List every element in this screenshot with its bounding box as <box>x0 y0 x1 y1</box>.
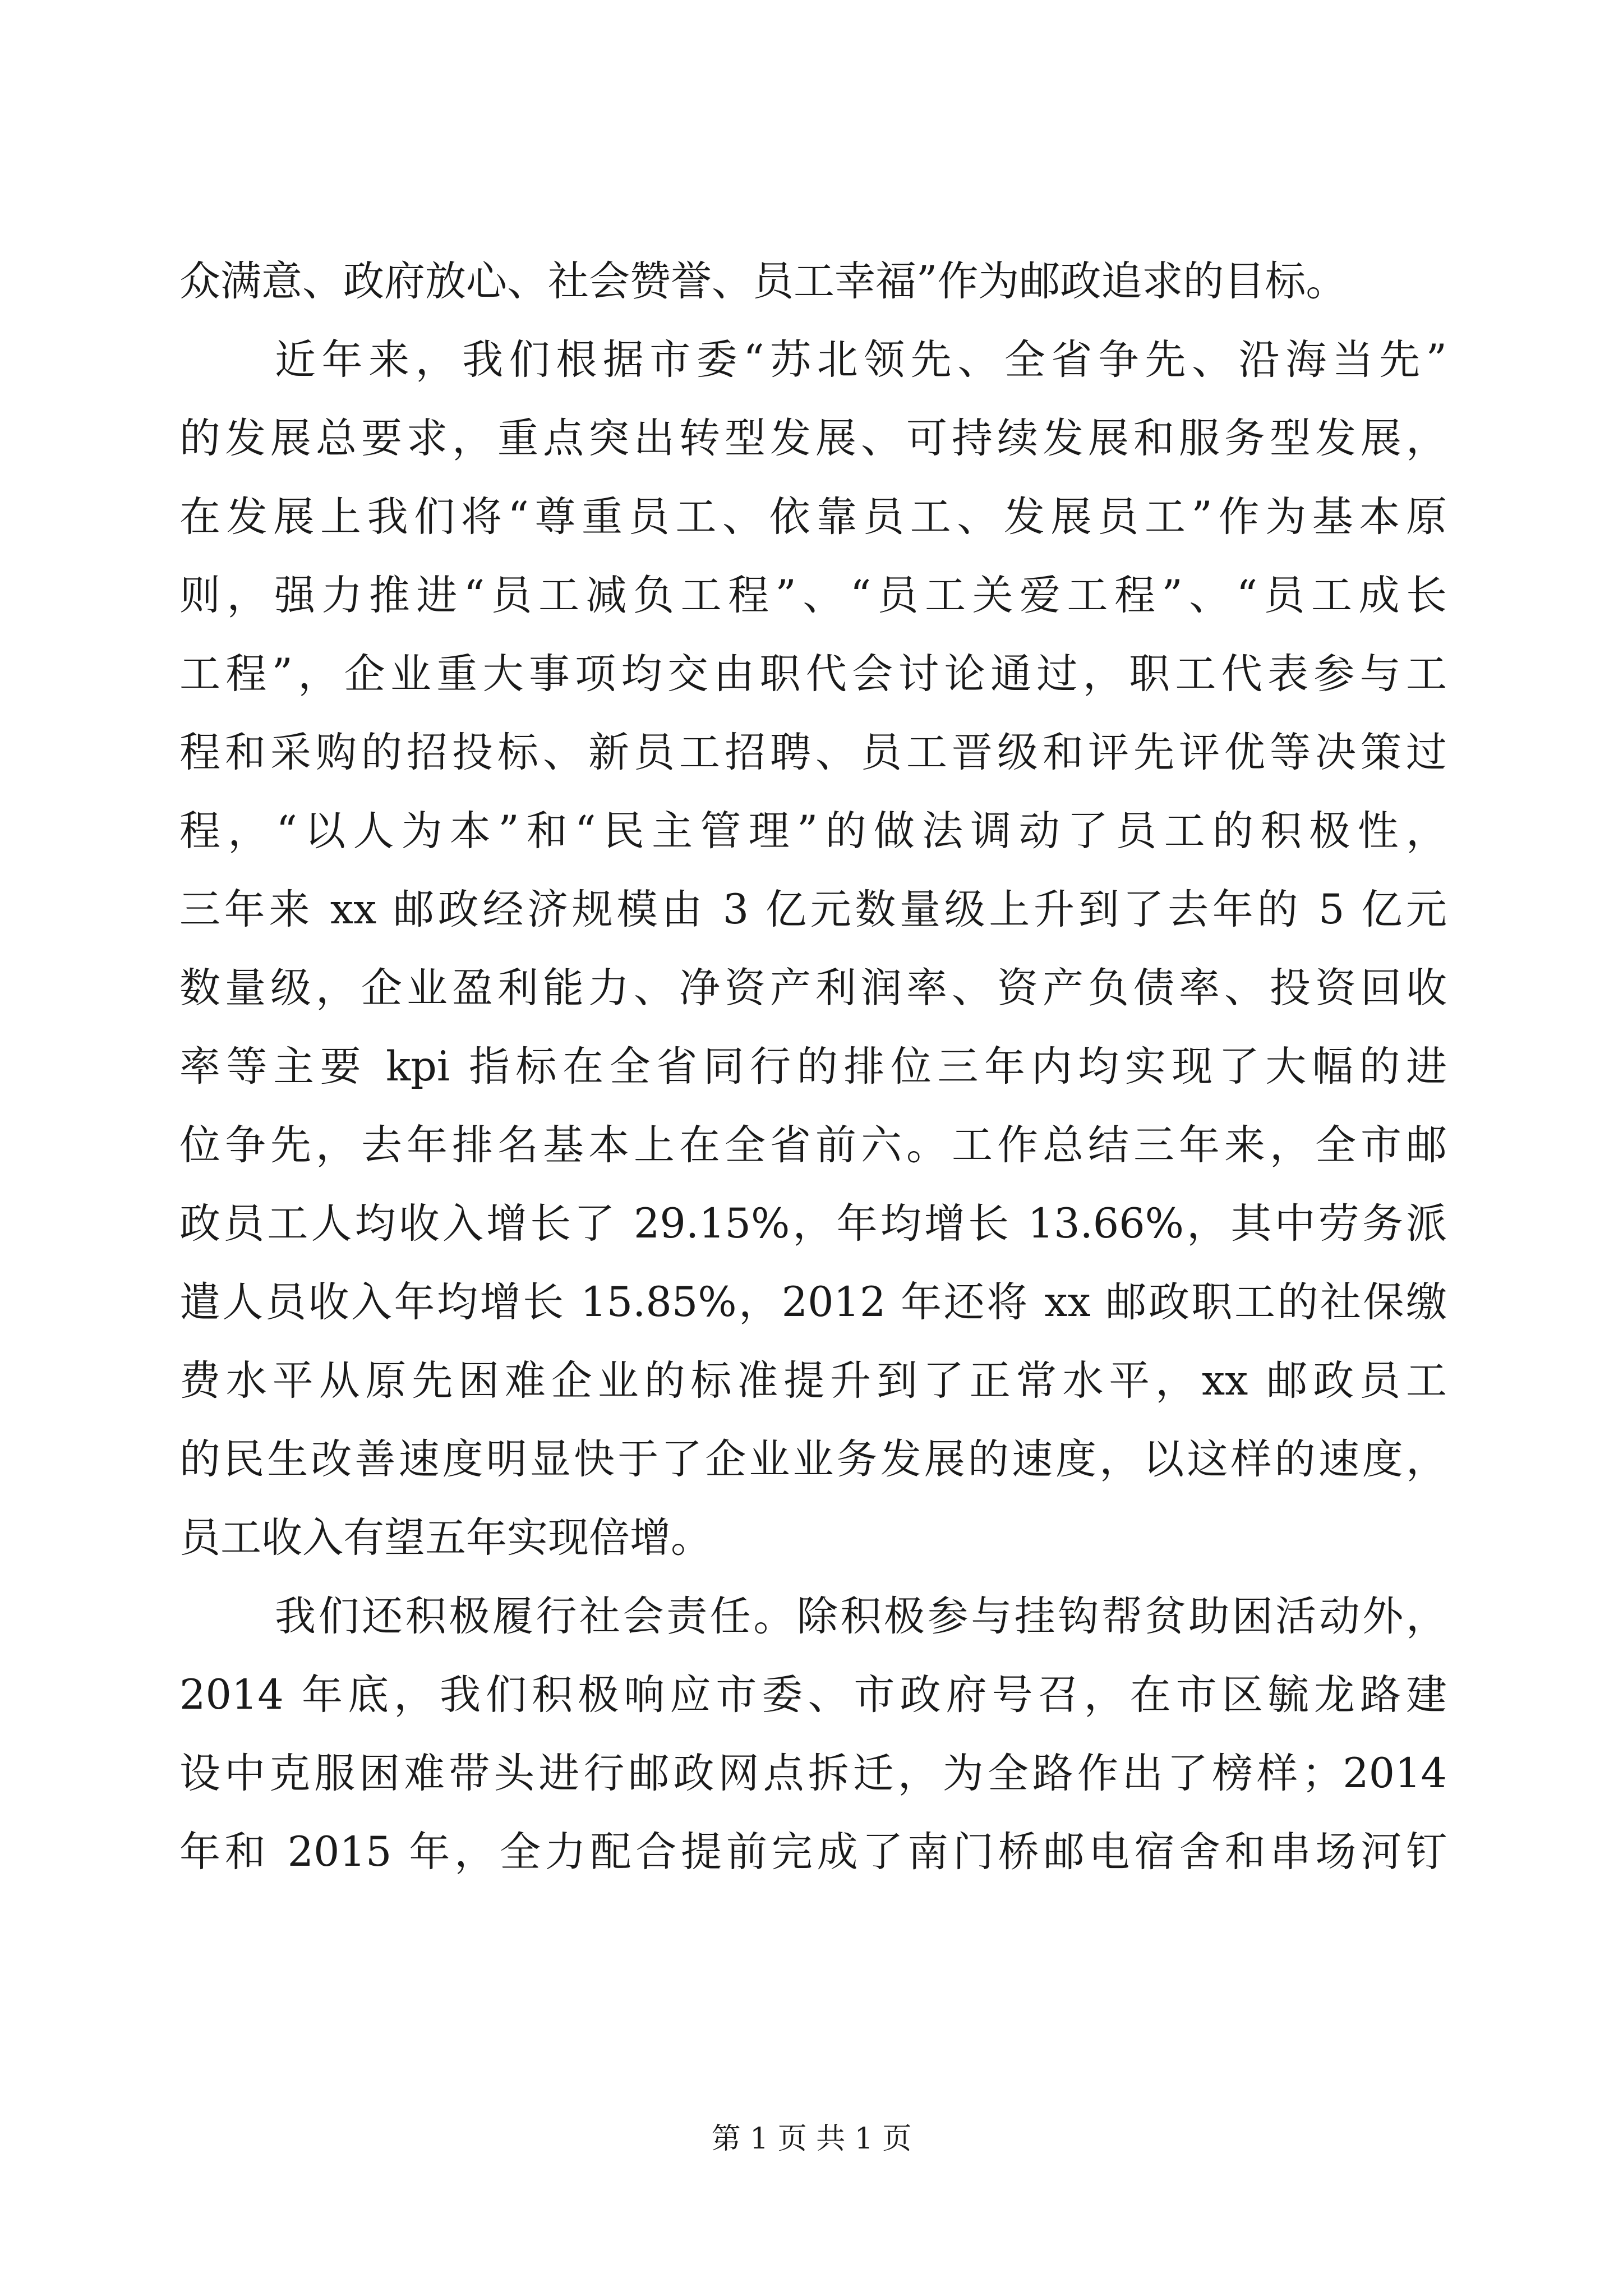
page-footer: 第 1 页 共 1 页 <box>711 2122 912 2156</box>
text-line: 的民生改善速度明显快于了企业业务发展的速度，以这样的速度， <box>179 1435 1447 1483</box>
text-line: 数量级，企业盈利能力、净资产利润率、资产负债率、投资回收 <box>179 964 1447 1012</box>
text-line: 则，强力推进“员工减负工程”、“员工关爱工程”、“员工成长 <box>179 572 1447 619</box>
text-line: 设中克服困难带头进行邮政网点拆迁，为全路作出了榜样；2014 <box>179 1750 1447 1797</box>
text-line: 遣人员收入年均增长 15.85%，2012 年还将 xx 邮政职工的社保缴 <box>179 1278 1447 1326</box>
text-line: 众满意、政府放心、社会赞誉、员工幸福”作为邮政追求的目标。 <box>179 257 1347 305</box>
paragraph-first-line: 我们还积极履行社会责任。除积极参与挂钩帮贫助困活动外， <box>275 1593 1447 1640</box>
text-line: 在发展上我们将“尊重员工、依靠员工、发展员工”作为基本原 <box>179 493 1447 541</box>
text-line: 率等主要 kpi 指标在全省同行的排位三年内均实现了大幅的进 <box>179 1043 1447 1091</box>
text-line: 工程”，企业重大事项均交由职代会讨论通过，职工代表参与工 <box>179 650 1447 698</box>
text-line: 程，“以人为本”和“民主管理”的做法调动了员工的积极性， <box>179 807 1447 855</box>
text-line: 费水平从原先困难企业的标准提升到了正常水平，xx 邮政员工 <box>179 1357 1447 1405</box>
text-line: 的发展总要求，重点突出转型发展、可持续发展和服务型发展， <box>179 415 1447 462</box>
paragraph-last-line: 员工收入有望五年实现倍增。 <box>179 1514 712 1562</box>
text-line: 位争先，去年排名基本上在全省前六。工作总结三年来，全市邮 <box>179 1121 1447 1169</box>
text-line: 政员工人均收入增长了 29.15%，年均增长 13.66%，其中劳务派 <box>179 1200 1447 1248</box>
text-line: 三年来 xx 邮政经济规模由 3 亿元数量级上升到了去年的 5 亿元 <box>179 886 1447 933</box>
text-line: 2014 年底，我们积极响应市委、市政府号召，在市区毓龙路建 <box>179 1671 1447 1719</box>
paragraph-first-line: 近年来，我们根据市委“苏北领先、全省争先、沿海当先” <box>275 336 1447 384</box>
text-line: 年和 2015 年，全力配合提前完成了南门桥邮电宿舍和串场河钉 <box>179 1828 1447 1876</box>
text-line: 程和采购的招投标、新员工招聘、员工晋级和评先评优等决策过 <box>179 729 1447 776</box>
